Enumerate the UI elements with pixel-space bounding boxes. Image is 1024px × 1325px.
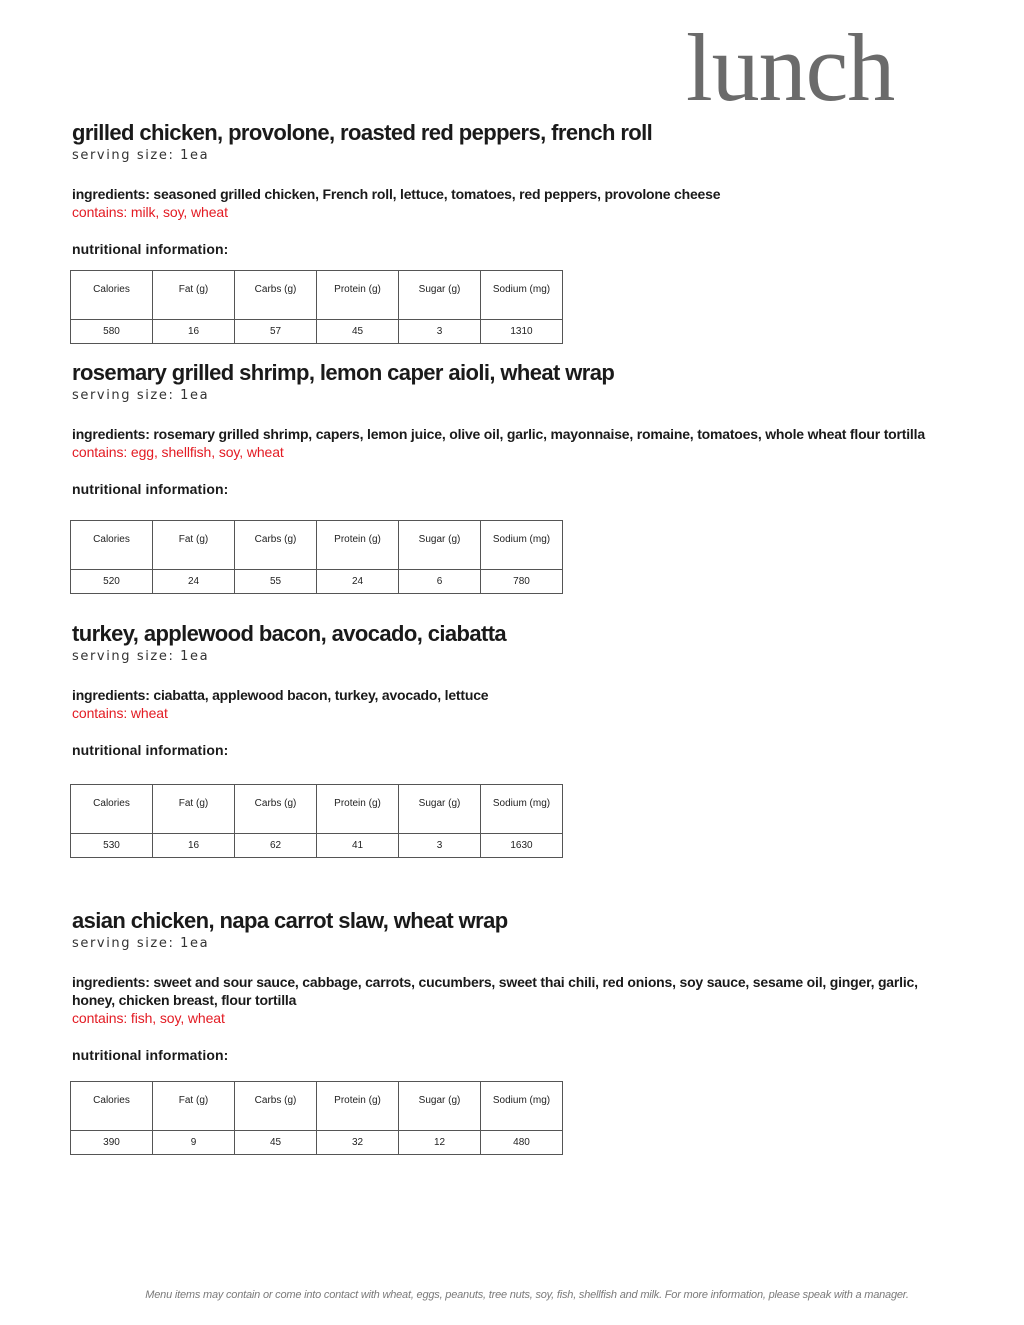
header-fat: Fat (g) xyxy=(153,785,235,834)
menu-item-rosemary-shrimp xyxy=(72,359,972,498)
nutrition-label: nutritional information: xyxy=(72,481,229,497)
header-calories: Calories xyxy=(71,1082,153,1131)
header-carbs: Carbs (g) xyxy=(235,271,317,320)
allergens: contains: egg, shellfish, soy, wheat xyxy=(72,444,284,460)
serving-size: serving size: 1ea xyxy=(72,148,210,163)
value-protein: 32 xyxy=(317,1131,399,1155)
value-sugar: 3 xyxy=(399,320,481,344)
serving-size: serving size: 1ea xyxy=(72,936,210,951)
header-carbs: Carbs (g) xyxy=(235,521,317,570)
table-row xyxy=(71,570,563,594)
ingredients: ingredients: sweet and sour sauce, cabbage, carrots, cucumbers, sweet thai chili, red onions, soy sauce, sesame oil, ginger, garlic, honey, chicken breast, flour tortilla xyxy=(72,974,918,1008)
item-title: asian chicken, napa carrot slaw, wheat wrap xyxy=(72,908,508,933)
value-fat: 16 xyxy=(153,320,235,344)
header-calories: Calories xyxy=(71,521,153,570)
ingredients: ingredients: seasoned grilled chicken, French roll, lettuce, tomatoes, red peppers, provolone cheese xyxy=(72,186,721,202)
value-carbs: 62 xyxy=(235,834,317,858)
header-sugar: Sugar (g) xyxy=(399,271,481,320)
header-carbs: Carbs (g) xyxy=(235,785,317,834)
header-sodium: Sodium (mg) xyxy=(481,785,563,834)
value-sodium: 1310 xyxy=(481,320,563,344)
value-protein: 24 xyxy=(317,570,399,594)
value-carbs: 57 xyxy=(235,320,317,344)
menu-item-grilled-chicken xyxy=(72,119,972,258)
header-calories: Calories xyxy=(71,271,153,320)
value-fat: 9 xyxy=(153,1131,235,1155)
header-protein: Protein (g) xyxy=(317,271,399,320)
value-calories: 580 xyxy=(71,320,153,344)
ingredients: ingredients: rosemary grilled shrimp, capers, lemon juice, olive oil, garlic, mayonnaise, romaine, tomatoes, whole wheat flour tortilla xyxy=(72,426,925,442)
value-protein: 41 xyxy=(317,834,399,858)
nutrition-table xyxy=(70,270,563,344)
table-row xyxy=(71,1131,563,1155)
header-sodium: Sodium (mg) xyxy=(481,1082,563,1131)
value-calories: 390 xyxy=(71,1131,153,1155)
allergens: contains: milk, soy, wheat xyxy=(72,204,228,220)
allergens: contains: wheat xyxy=(72,705,168,721)
header-fat: Fat (g) xyxy=(153,1082,235,1131)
nutrition-label: nutritional information: xyxy=(72,241,229,257)
table-header-row xyxy=(71,1082,563,1131)
serving-size: serving size: 1ea xyxy=(72,649,210,664)
value-sodium: 1630 xyxy=(481,834,563,858)
header-sodium: Sodium (mg) xyxy=(481,271,563,320)
value-sodium: 780 xyxy=(481,570,563,594)
header-sodium: Sodium (mg) xyxy=(481,521,563,570)
header-sugar: Sugar (g) xyxy=(399,1082,481,1131)
value-calories: 520 xyxy=(71,570,153,594)
value-calories: 530 xyxy=(71,834,153,858)
value-protein: 45 xyxy=(317,320,399,344)
table-header-row xyxy=(71,271,563,320)
value-fat: 16 xyxy=(153,834,235,858)
table-row xyxy=(71,834,563,858)
value-sodium: 480 xyxy=(481,1131,563,1155)
header-sugar: Sugar (g) xyxy=(399,521,481,570)
nutrition-table xyxy=(70,520,563,594)
header-protein: Protein (g) xyxy=(317,521,399,570)
nutrition-label: nutritional information: xyxy=(72,742,229,758)
value-sugar: 3 xyxy=(399,834,481,858)
value-sugar: 12 xyxy=(399,1131,481,1155)
ingredients: ingredients: ciabatta, applewood bacon, turkey, avocado, lettuce xyxy=(72,687,489,703)
allergen-disclaimer: Menu items may contain or come into contact with wheat, eggs, peanuts, tree nuts, soy, fish, shellfish and milk. For more information, please speak with a manager. xyxy=(145,1289,909,1301)
item-title: turkey, applewood bacon, avocado, ciabatta xyxy=(72,621,507,646)
menu-item-asian-chicken xyxy=(72,907,972,1064)
header-carbs: Carbs (g) xyxy=(235,1082,317,1131)
value-fat: 24 xyxy=(153,570,235,594)
item-title: grilled chicken, provolone, roasted red peppers, french roll xyxy=(72,120,653,145)
header-fat: Fat (g) xyxy=(153,271,235,320)
nutrition-table xyxy=(70,784,563,858)
header-protein: Protein (g) xyxy=(317,785,399,834)
table-header-row xyxy=(71,785,563,834)
value-sugar: 6 xyxy=(399,570,481,594)
menu-item-turkey-bacon xyxy=(72,620,972,759)
header-sugar: Sugar (g) xyxy=(399,785,481,834)
allergens: contains: fish, soy, wheat xyxy=(72,1010,225,1026)
header-fat: Fat (g) xyxy=(153,521,235,570)
table-row xyxy=(71,320,563,344)
serving-size: serving size: 1ea xyxy=(72,388,210,403)
item-title: rosemary grilled shrimp, lemon caper aioli, wheat wrap xyxy=(72,360,615,385)
header-calories: Calories xyxy=(71,785,153,834)
value-carbs: 55 xyxy=(235,570,317,594)
table-header-row xyxy=(71,521,563,570)
nutrition-label: nutritional information: xyxy=(72,1047,229,1063)
header-protein: Protein (g) xyxy=(317,1082,399,1131)
value-carbs: 45 xyxy=(235,1131,317,1155)
page-title: lunch xyxy=(686,14,895,121)
nutrition-table xyxy=(70,1081,563,1155)
